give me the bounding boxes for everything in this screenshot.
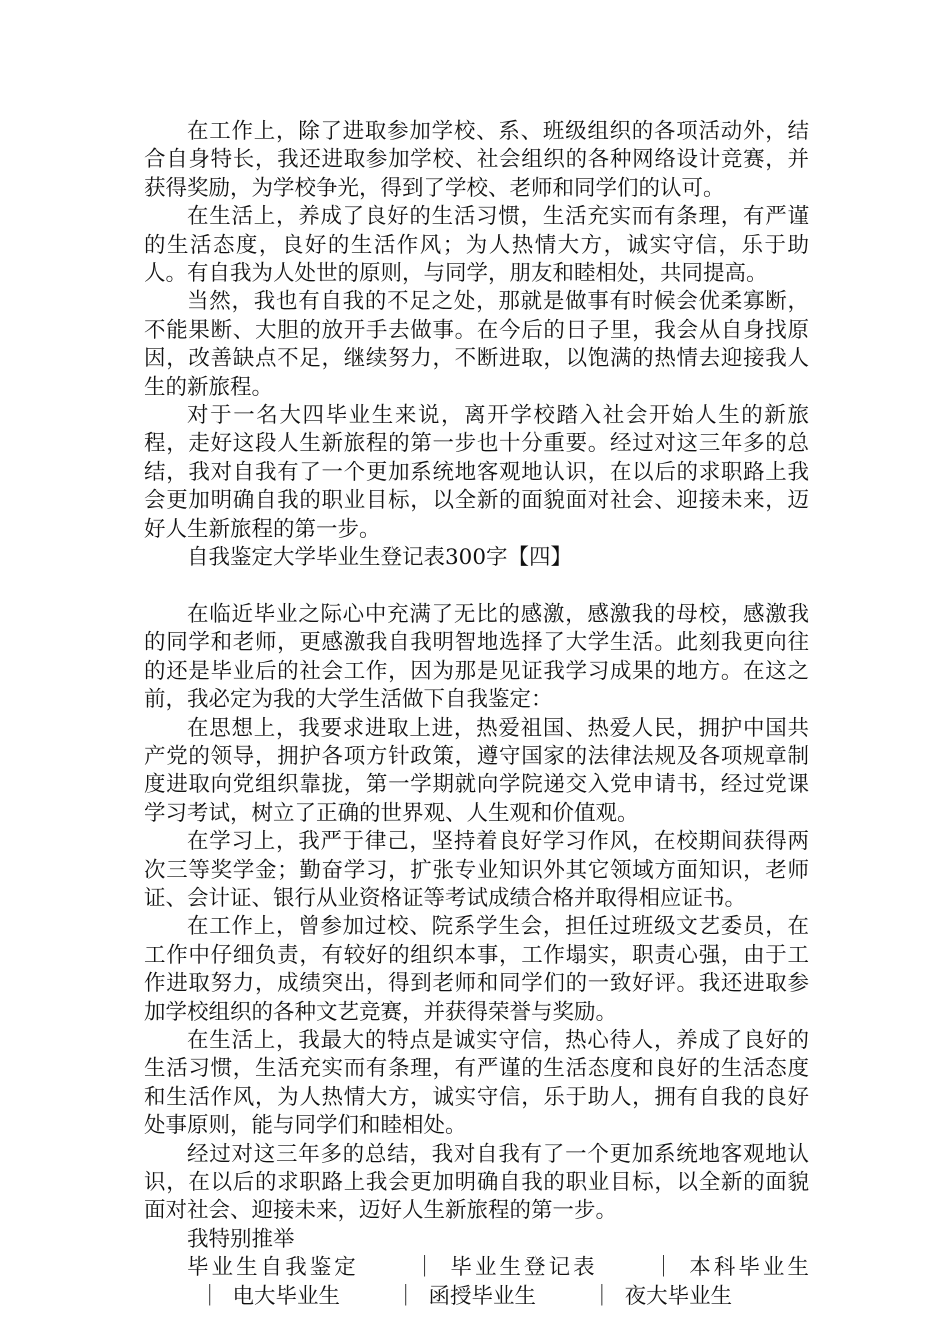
link-separator: ｜ xyxy=(199,1283,221,1309)
link-undergraduate[interactable]: 本科毕业生 xyxy=(686,1255,809,1281)
link-separator: ｜ xyxy=(652,1255,675,1281)
paragraph-work: 在工作上，除了进取参加学校、系、班级组织的各项活动外，结合自身特长，我还进取参加学校、社会组织的各种网络设计竞赛，并获得奖励，为学校争光，得到了学校、老师和同学们的认可。 xyxy=(144,119,809,201)
link-separator: ｜ xyxy=(413,1255,436,1281)
link-graduate-self-appraisal[interactable]: 毕业生自我鉴定 xyxy=(187,1255,359,1281)
paragraph-shortcomings: 当然，我也有自我的不足之处，那就是做事有时候会优柔寡断，不能果断、大胆的放开手去做事。在今后的日子里，我会从自身找原因，改善缺点不足，继续努力，不断进取，以饱满的热情去迎接我人生的新旅程。 xyxy=(144,289,809,400)
link-separator: ｜ xyxy=(591,1283,613,1309)
link-correspondence-graduate[interactable]: 函授毕业生 xyxy=(428,1283,537,1309)
blank-line xyxy=(144,573,809,601)
document-page xyxy=(144,118,809,1311)
paragraph-life: 在生活上，养成了良好的生活习惯，生活充实而有条理，有严谨的生活态度，良好的生活作风；为人热情大方，诚实守信，乐于助人。有自我为人处世的原则，与同学，朋友和睦相处，共同提高。 xyxy=(144,204,809,287)
paragraph-study: 在学习上，我严于律己，坚持着良好学习作风，在校期间获得两次三等奖学金；勤奋学习，扩张专业知识外其它领域方面知识，老师证、会计证、银行从业资格证等考试成绩合格并取得相应证书。 xyxy=(144,829,809,911)
paragraph-intro: 在临近毕业之际心中充满了无比的感激，感激我的母校，感激我的同学和老师，更感激我自我明智地选择了大学生活。此刻我更向往的还是毕业后的社会工作，因为那是见证我学习成果的地方。在这之前，我必定为我的大学生活做下自我鉴定： xyxy=(144,601,809,713)
paragraph-ideology: 在思想上，我要求进取上进，热爱祖国、热爱人民，拥护中国共产党的领导，拥护各项方针政策，遵守国家的法律法规及各项规章制度进取向党组织靠拢，第一学期就向学院递交入党申请书，经过党课学习考试，树立了正确的世界观、人生观和价值观。 xyxy=(144,715,809,826)
paragraph-work-2: 在工作上，曾参加过校、院系学生会，担任过班级文艺委员，在工作中仔细负责，有较好的组织本事，工作塌实，职责心强，由于工作进取努力，成绩突出，得到老师和同学们的一致好评。我还进取参加学校组织的各种文艺竞赛，并获得荣誉与奖励。 xyxy=(144,914,809,1025)
paragraph-summary: 对于一名大四毕业生来说，离开学校踏入社会开始人生的新旅程，走好这段人生新旅程的第一步也十分重要。经过对这三年多的总结，我对自我有了一个更加系统地客观地认识，在以后的求职路上我会更加明确自我的职业目标，以全新的面貌面对社会、迎接未来，迈好人生新旅程的第一步。 xyxy=(144,403,809,542)
recommend-label: 我特别推举 xyxy=(187,1226,295,1252)
recommend-links xyxy=(144,1254,809,1311)
section-title: 自我鉴定大学毕业生登记表300字【四】 xyxy=(187,545,573,571)
link-evening-university-graduate[interactable]: 夜大毕业生 xyxy=(624,1283,733,1309)
link-separator: ｜ xyxy=(395,1283,417,1309)
paragraph-life-2: 在生活上，我最大的特点是诚实守信，热心待人，养成了良好的生活习惯，生活充实而有条理，有严谨的生活态度和良好的生活态度和生活作风，为人热情大方，诚实守信，乐于助人，拥有自我的良好处事原则，能与同学们和睦相处。 xyxy=(144,1027,809,1139)
link-graduate-registration-form[interactable]: 毕业生登记表 xyxy=(447,1255,598,1281)
paragraph-conclusion: 经过对这三年多的总结，我对自我有了一个更加系统地客观地认识，在以后的求职路上我会更加明确自我的职业目标，以全新的面貌面对社会、迎接未来，迈好人生新旅程的第一步。 xyxy=(144,1141,809,1224)
link-tv-university-graduate[interactable]: 电大毕业生 xyxy=(232,1283,341,1309)
